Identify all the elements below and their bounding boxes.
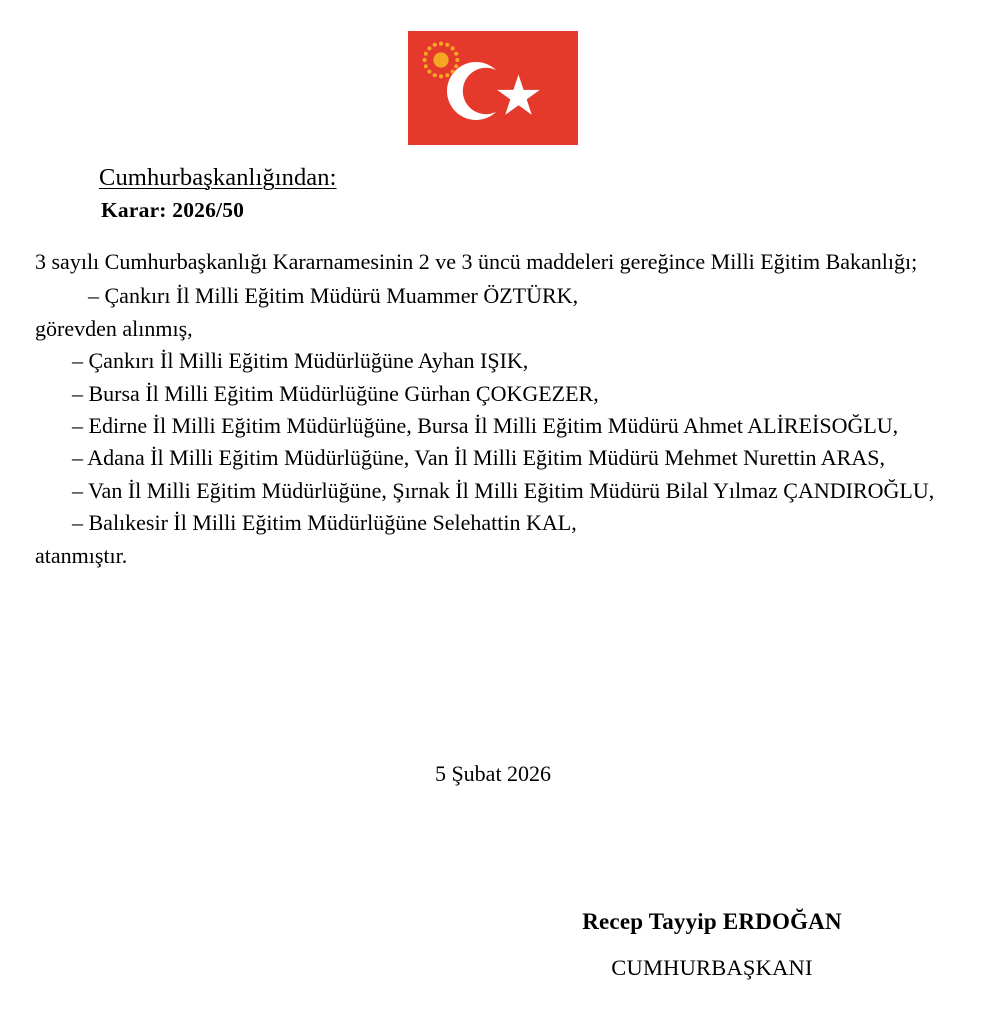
turkish-flag-emblem [408, 31, 578, 145]
issuer-line [35, 163, 947, 193]
document-body [35, 246, 947, 572]
issuer-text: Cumhurbaşkanlığından: [99, 164, 337, 191]
signatory-title: CUMHURBAŞKANI [611, 955, 813, 980]
intro-paragraph: 3 sayılı Cumhurbaşkanlığı Kararnamesinin 2 ve 3 üncü maddeleri gereğince Milli Eğitim Bakanlığı; [35, 249, 918, 274]
appointment-entry: – Bursa İl Milli Eğitim Müdürlüğüne Gürhan ÇOKGEZER, [72, 380, 599, 406]
signatory-name: Recep Tayyip ERDOĞAN [582, 909, 842, 934]
appointment-entry: – Van İl Milli Eğitim Müdürlüğüne, Şırnak İl Milli Eğitim Müdürü Bilal Yılmaz ÇANDIROĞLU, [72, 477, 935, 503]
turkish-flag-icon [408, 31, 578, 145]
appointment-entry: – Çankırı İl Milli Eğitim Müdürlüğüne Ayhan IŞIK, [72, 348, 529, 374]
document-header [35, 163, 947, 224]
dismissal-verb: görevden alınmış, [35, 315, 193, 341]
decision-number: Karar: 2026/50 [101, 198, 245, 222]
appointment-entry: – Adana İl Milli Eğitim Müdürlüğüne, Van İl Milli Eğitim Müdürü Mehmet Nurettin ARAS, [72, 445, 885, 471]
signature-block [496, 906, 928, 983]
appointment-verb: atanmıştır. [35, 542, 128, 568]
dismissal-entry: – Çankırı İl Milli Eğitim Müdürü Muammer ÖZTÜRK, [88, 283, 579, 309]
document-date: 5 Şubat 2026 [434, 761, 552, 786]
appointment-entry: – Edirne İl Milli Eğitim Müdürlüğüne, Bursa İl Milli Eğitim Müdürü Ahmet ALİREİSOĞLU, [72, 413, 899, 439]
appointment-entry: – Balıkesir İl Milli Eğitim Müdürlüğüne Selehattin KAL, [72, 510, 577, 536]
